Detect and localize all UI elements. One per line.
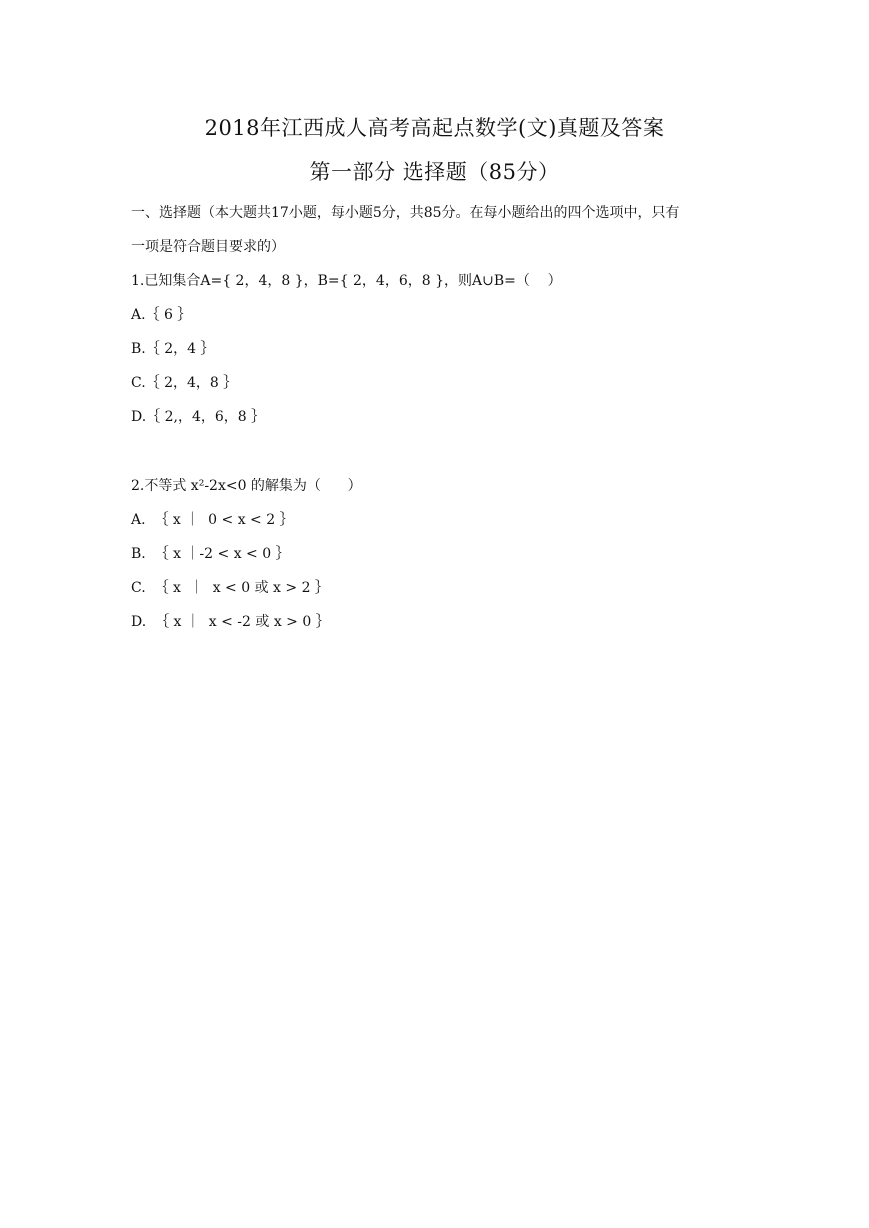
question-2-option-d: D. ｛ x ｜ x < -2 或 x > 0 ｝ — [131, 614, 330, 630]
document-title: 2018年江西成人高考高起点数学(文)真题及答案 — [204, 116, 665, 140]
question-1-option-a: A.｛ 6 ｝ — [131, 307, 192, 323]
question-2-option-a: A. ｛ x ｜ 0 < x < 2 ｝ — [131, 512, 294, 528]
question-1-stem: 1.已知集合A={ 2，4，8 }，B={ 2，4，6，8 }，则A∪B=（ ） — [131, 273, 562, 289]
question-1-option-d: D.｛ 2,，4，6，8 ｝ — [131, 409, 266, 425]
question-1-option-b: B.｛ 2，4 ｝ — [131, 341, 215, 357]
question-2-option-c: C. ｛ x ｜ x < 0 或 x > 2 ｝ — [131, 580, 329, 596]
question-1-option-c: C.｛ 2，4，8 ｝ — [131, 375, 238, 391]
question-2-option-b: B. ｛ x ｜-2 < x < 0 ｝ — [131, 546, 290, 562]
section-instruction-line-1: 一、选择题（本大题共17小题，每小题5分，共85分。在每小题给出的四个选项中，只有 — [131, 205, 680, 221]
part-heading: 第一部分 选择题（85分） — [309, 160, 560, 184]
question-2-stem: 2.不等式 x²-2x<0 的解集为（ ） — [131, 478, 362, 494]
section-instruction-line-2: 一项是符合题目要求的） — [131, 239, 285, 255]
